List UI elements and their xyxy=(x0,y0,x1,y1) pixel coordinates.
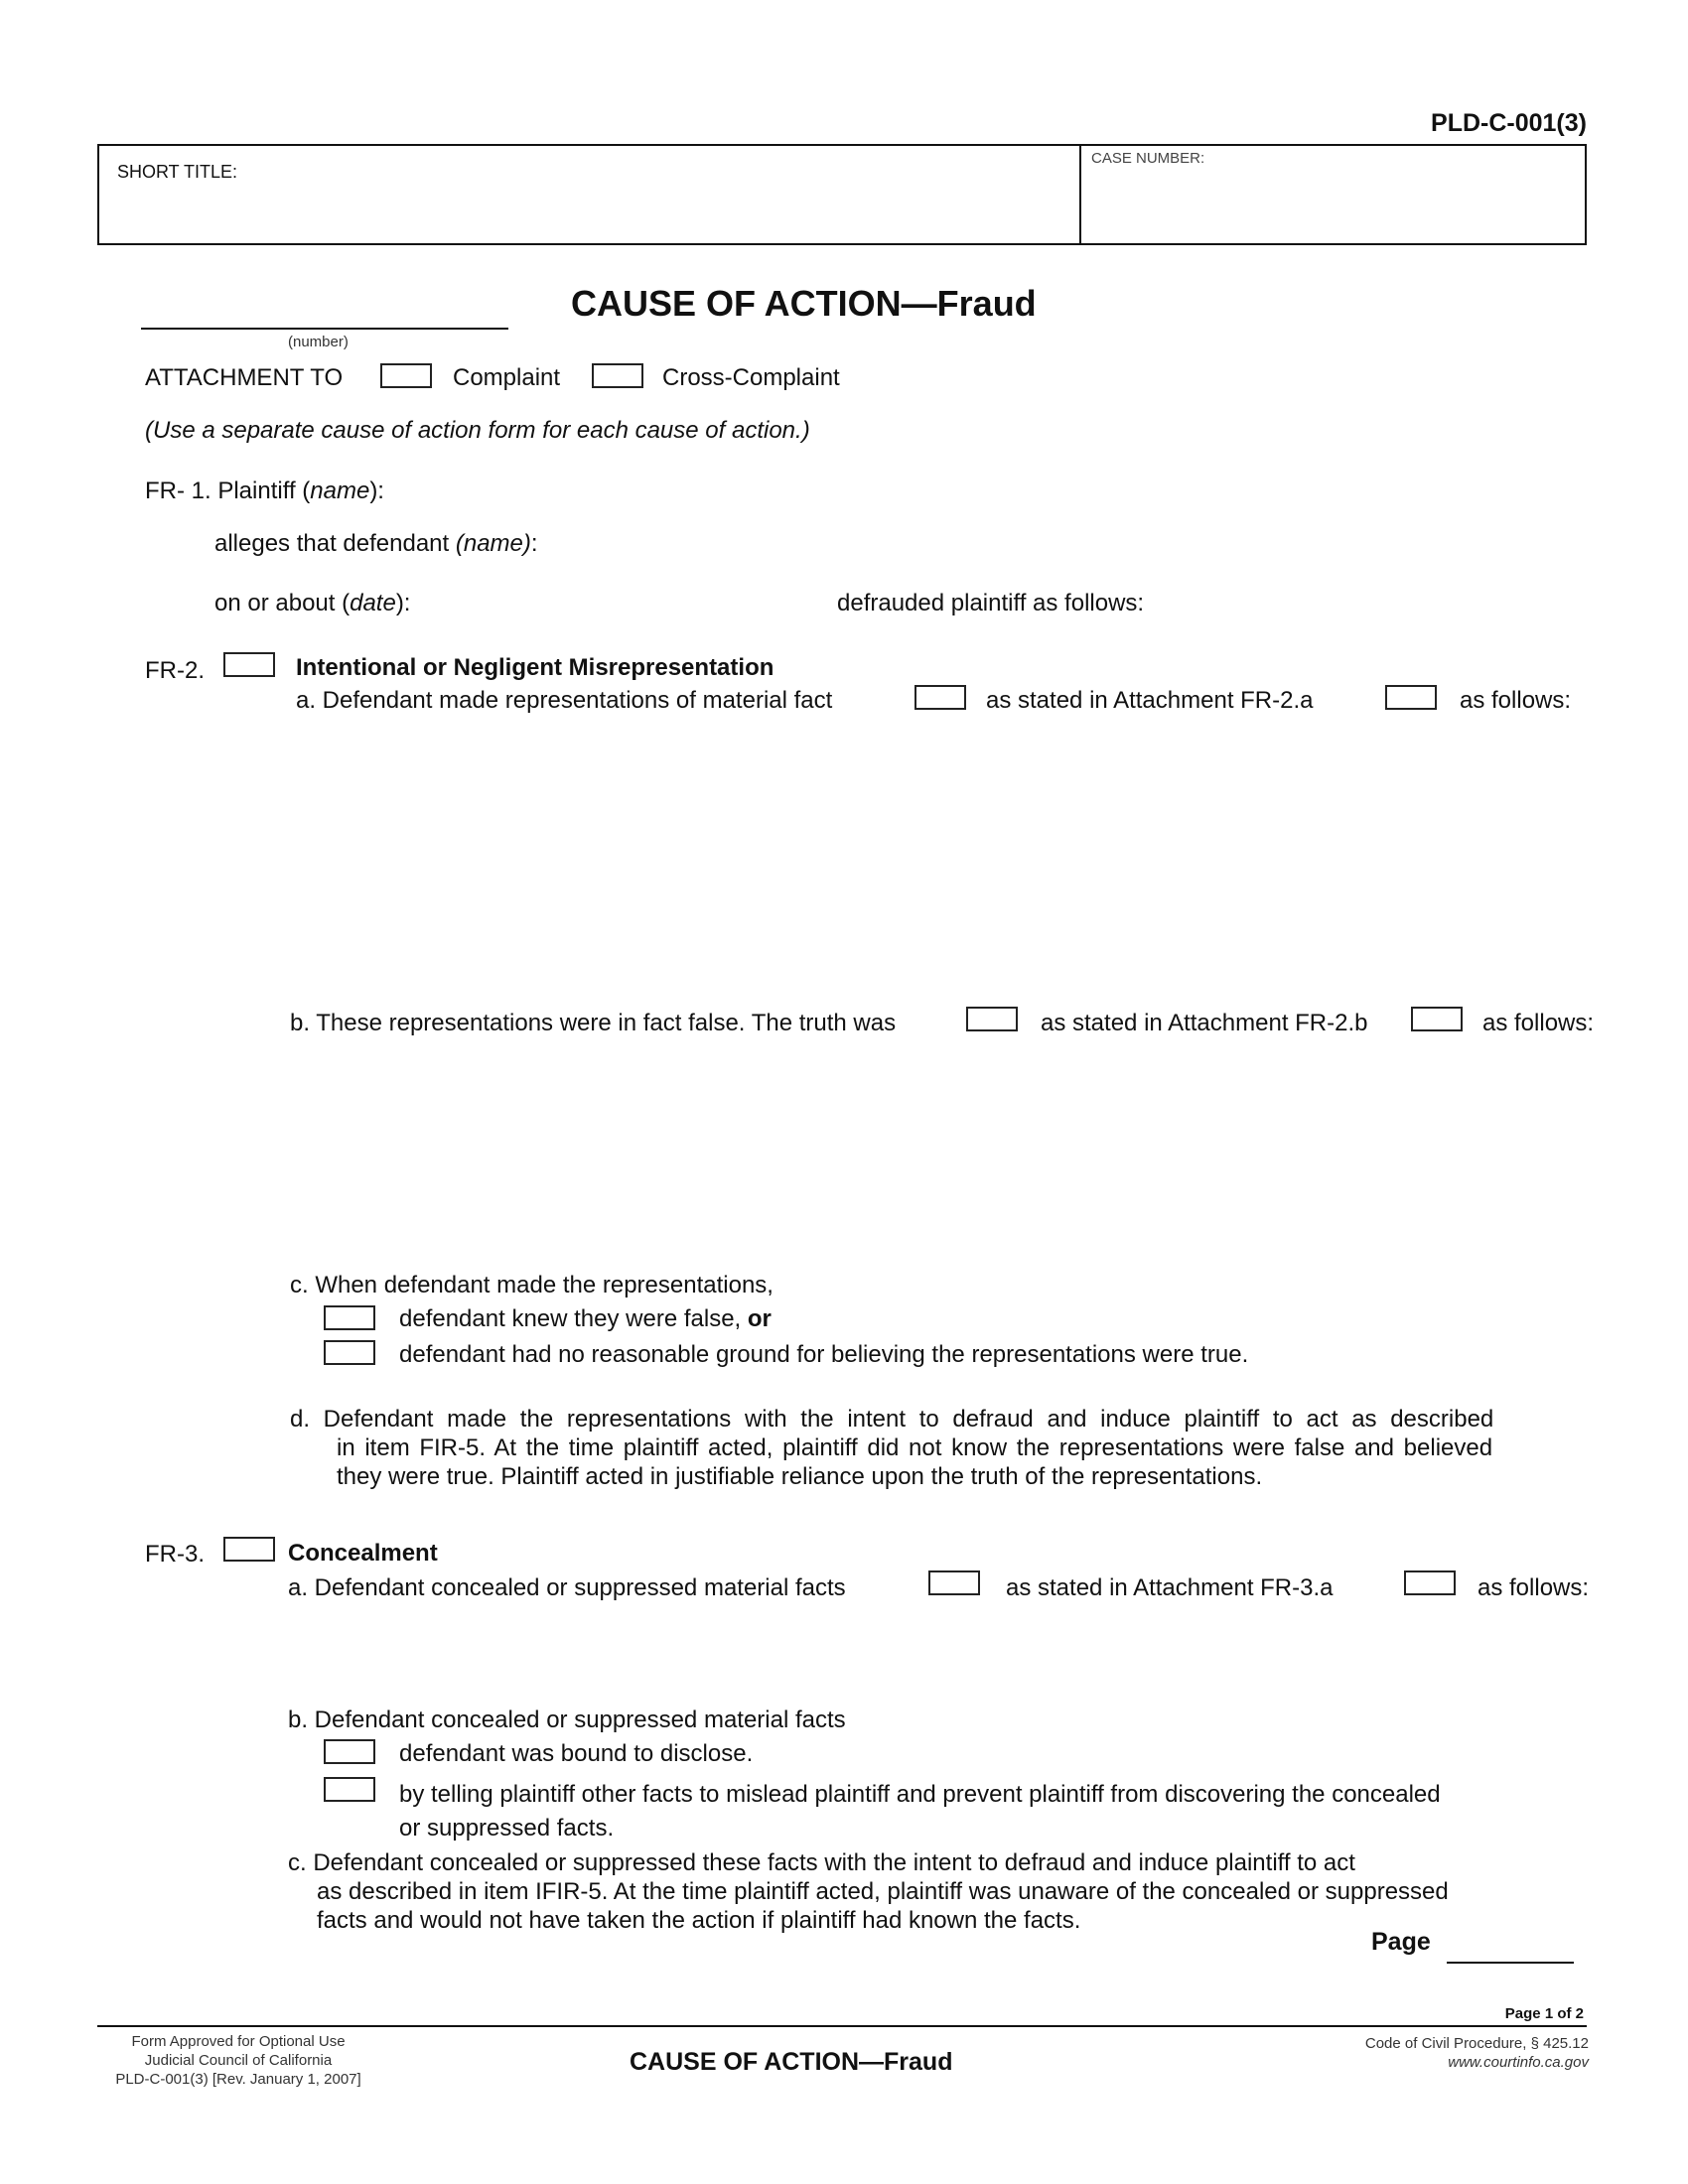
fr3c-paragraph xyxy=(288,1848,1449,1935)
cross-complaint-label: Cross-Complaint xyxy=(662,364,840,391)
fr2c-opt1-text: defendant knew they were false, xyxy=(399,1305,742,1332)
fr2c-knew-false-label xyxy=(399,1305,772,1333)
page-title: CAUSE OF ACTION—Fraud xyxy=(571,283,1037,324)
fr1-date-word: date xyxy=(350,590,396,616)
page-label: Page xyxy=(1371,1928,1431,1956)
fr3b-text: b. Defendant concealed or suppressed material facts xyxy=(288,1706,846,1733)
fr3b-bound-label: defendant was bound to disclose. xyxy=(399,1740,754,1767)
fr2-label: FR-2. xyxy=(145,657,205,684)
fr1-defrauded-text: defrauded plaintiff as follows: xyxy=(837,590,1145,616)
fr2b-follows-label: as follows: xyxy=(1482,1010,1595,1036)
footer-right xyxy=(1365,2034,1589,2072)
fr3-label: FR-3. xyxy=(145,1541,205,1568)
fr2d-paragraph xyxy=(290,1405,1493,1491)
footer-title: CAUSE OF ACTION—Fraud xyxy=(630,2048,953,2076)
fr2b-attachment-checkbox[interactable] xyxy=(966,1007,1018,1031)
fr1-suffix: ): xyxy=(369,478,384,504)
fr2d-line2: in item FIR-5. At the time plaintiff acted, plaintiff did not know the representations were false and believed xyxy=(337,1434,1493,1461)
footer-left-line1: Form Approved for Optional Use xyxy=(131,2033,346,2050)
fr3b-mislead-line2: or suppressed facts. xyxy=(399,1815,615,1842)
footer-rule xyxy=(97,2025,1587,2027)
fr3a-text: a. Defendant concealed or suppressed material facts xyxy=(288,1574,846,1601)
fr2-checkbox[interactable] xyxy=(223,652,275,677)
cross-complaint-checkbox[interactable] xyxy=(592,363,643,388)
fr2d-line3: they were true. Plaintiff acted in justifiable reliance upon the truth of the representations. xyxy=(337,1463,1263,1490)
fr3-checkbox[interactable] xyxy=(223,1537,275,1562)
fr3b-mislead-checkbox[interactable] xyxy=(324,1777,375,1802)
fr2d-line1: d. Defendant made the representations with the intent to defraud and induce plaintiff to act as described xyxy=(290,1406,1494,1433)
fr3c-line2: as described in item IFIR-5. At the time plaintiff acted, plaintiff was unaware of the concealed or suppressed xyxy=(317,1878,1449,1905)
footer-left-line2: Judicial Council of California xyxy=(144,2052,333,2069)
fr3b-bound-checkbox[interactable] xyxy=(324,1739,375,1764)
fr1-date-suffix: ): xyxy=(395,590,411,616)
page-of: Page 1 of 2 xyxy=(1504,2005,1584,2022)
fr3b-mislead-label xyxy=(399,1778,1441,1845)
footer-left xyxy=(99,2032,377,2089)
fr3a-follows-label: as follows: xyxy=(1477,1574,1590,1601)
fr1-defendant-prefix: alleges that defendant xyxy=(214,530,456,557)
fr1-date-line xyxy=(214,590,410,617)
fr2c-or: or xyxy=(747,1305,772,1332)
fr1-date-prefix: on or about ( xyxy=(214,590,351,616)
fr2a-text: a. Defendant made representations of material fact xyxy=(296,687,833,714)
fr2c-no-ground-label: defendant had no reasonable ground for believing the representations were true. xyxy=(399,1341,1249,1368)
fr3c-line3: facts and would not have taken the action if plaintiff had known the facts. xyxy=(317,1907,1081,1934)
fr3b-mislead-line1: by telling plaintiff other facts to mislead plaintiff and prevent plaintiff from discovering the concealed xyxy=(399,1781,1441,1808)
fr1-defendant-suffix: : xyxy=(530,530,538,557)
fr2a-attachment-checkbox[interactable] xyxy=(914,685,966,710)
fr2b-attachment-label: as stated in Attachment FR-2.b xyxy=(1041,1010,1368,1036)
attachment-label: ATTACHMENT TO xyxy=(145,364,344,391)
footer-website[interactable]: www.courtinfo.ca.gov xyxy=(1448,2054,1589,2071)
header-box xyxy=(97,144,1587,245)
complaint-label: Complaint xyxy=(453,364,561,391)
page-number-line[interactable] xyxy=(1447,1962,1574,1964)
fr1-prefix: FR- 1. Plaintiff ( xyxy=(145,478,311,504)
fr3a-attachment-checkbox[interactable] xyxy=(928,1570,980,1595)
fr2a-follows-checkbox[interactable] xyxy=(1385,685,1437,710)
fr3-heading: Concealment xyxy=(288,1540,438,1567)
fr3a-attachment-label: as stated in Attachment FR-3.a xyxy=(1006,1574,1334,1601)
case-number-field[interactable] xyxy=(1081,146,1585,243)
fr1-defendant-line xyxy=(214,530,538,558)
fr1-plaintiff-line xyxy=(145,478,384,505)
fr2a-attachment-label: as stated in Attachment FR-2.a xyxy=(986,687,1314,714)
instruction-note: (Use a separate cause of action form for each cause of action.) xyxy=(145,417,810,444)
fr3a-follows-checkbox[interactable] xyxy=(1404,1570,1456,1595)
fr2c-no-ground-checkbox[interactable] xyxy=(324,1340,375,1365)
fr3c-line1: c. Defendant concealed or suppressed these facts with the intent to defraud and induce plaintiff to act xyxy=(288,1849,1355,1876)
footer-left-line3: PLD-C-001(3) [Rev. January 1, 2007] xyxy=(115,2071,361,2088)
form-id: PLD-C-001(3) xyxy=(1431,109,1587,137)
footer-right-line1: Code of Civil Procedure, § 425.12 xyxy=(1364,2035,1589,2052)
fr2b-follows-checkbox[interactable] xyxy=(1411,1007,1463,1031)
short-title-field[interactable] xyxy=(99,146,1081,243)
fr1-defendant-name: (name) xyxy=(455,530,531,557)
fr2b-text: b. These representations were in fact false. The truth was xyxy=(290,1010,897,1036)
fr2c-text: c. When defendant made the representations, xyxy=(290,1272,774,1298)
cause-number-line[interactable] xyxy=(141,328,508,330)
case-number-label: CASE NUMBER: xyxy=(1091,150,1205,167)
complaint-checkbox[interactable] xyxy=(380,363,432,388)
fr2a-follows-label: as follows: xyxy=(1460,687,1572,714)
fr1-name-word: name xyxy=(310,478,370,504)
fr2-heading: Intentional or Negligent Misrepresentation xyxy=(296,654,774,681)
short-title-label: SHORT TITLE: xyxy=(117,162,238,182)
number-caption: (number) xyxy=(288,334,349,350)
fr2c-knew-false-checkbox[interactable] xyxy=(324,1305,375,1330)
